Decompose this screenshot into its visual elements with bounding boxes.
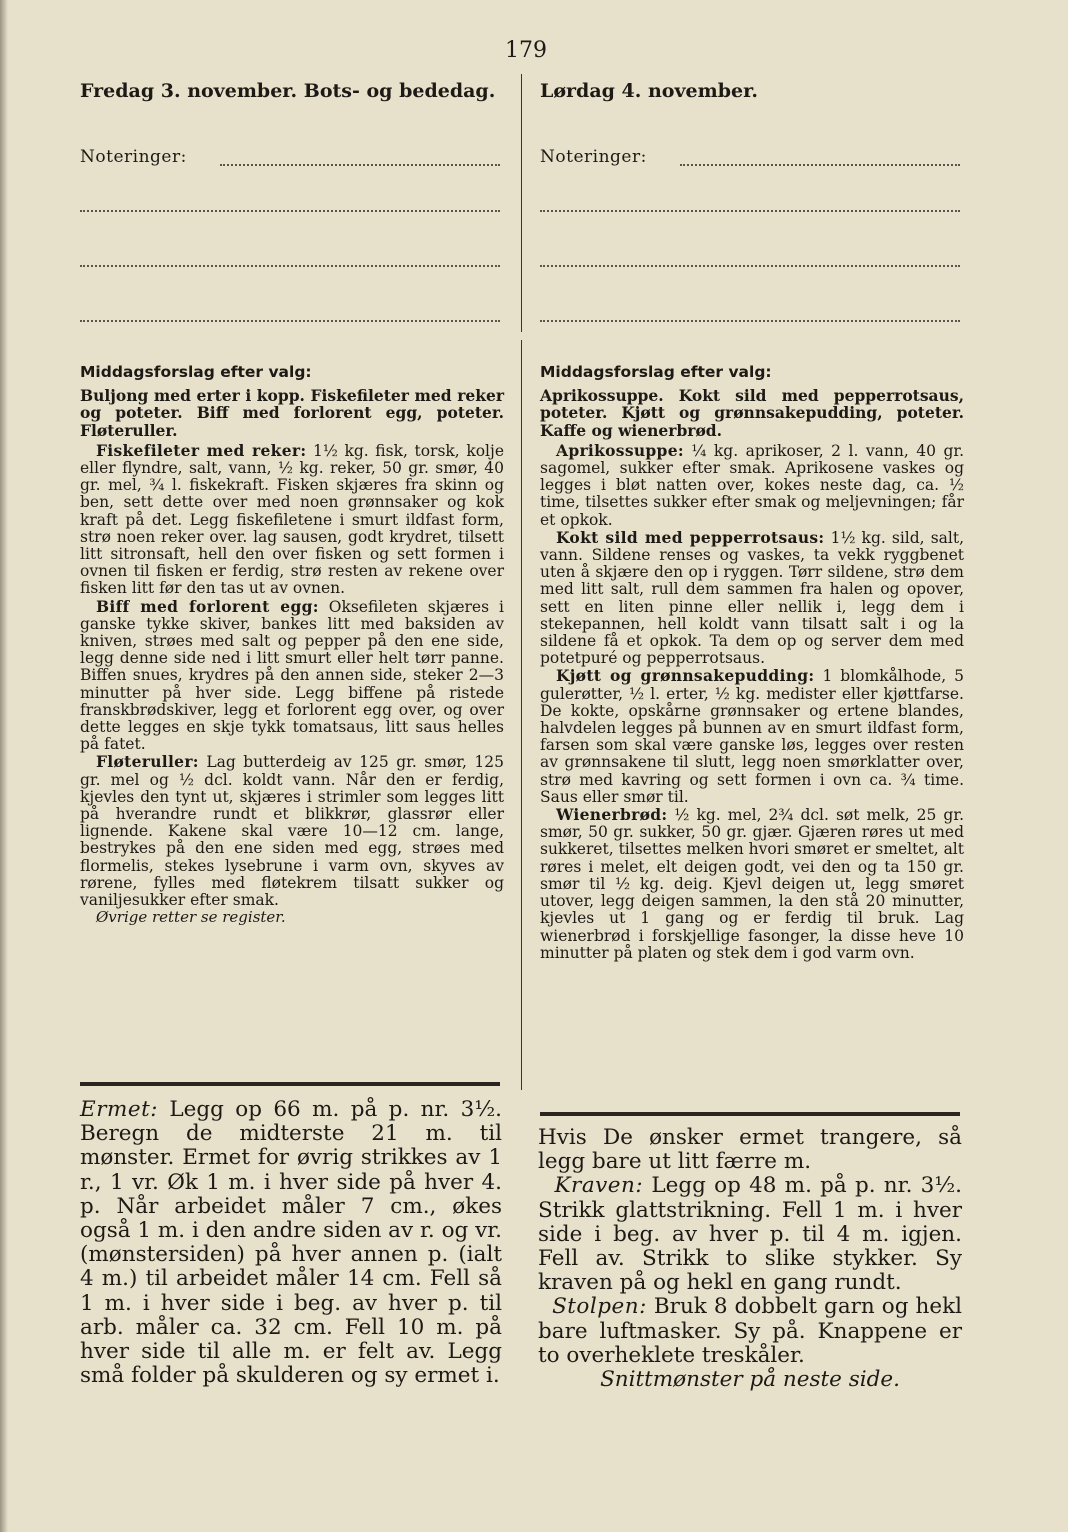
left-recipe-1 [80, 442, 504, 598]
right-recipe-3-title: Kjøtt og grønnsakepudding: [556, 666, 815, 686]
right-notes-line-1 [680, 164, 960, 166]
right-recipe-4-body: ½ kg. mel, 2¾ dcl. søt melk, 25 gr. smør, 50 gr. sukker, 50 gr. gjær. Gjæren røres ut med sukkeret, tilsettes melken hvori smøret er smeltet, alt røres i melet, elt deigen godt, vei den og ta 150 gr. smør til ½ kg. deig. Kjevl deigen ut, legg smøret utover, legg deigen sammen, la den stå 20 minutter, kjevles ut 1 gang og er ferdig til bruk. Lag wienerbrød i forskjellige fasonger, la disse heve 10 minutter på platen og stek dem i god varm ovn. [540, 806, 964, 962]
stolpen-text: Bruk 8 dobbelt garn og hekl bare luftmasker. Sy på. Knappene er to overheklete treskåler. [538, 1294, 962, 1368]
left-recipe-2-body: Oksefileten skjæres i ganske tykke skiver, bankes litt med baksiden av kniven, strøes med salt og pepper på den ene side, legg denne side ned i litt smurt eller helt tørr panne. Biffen snues, krydres på den annen side, steker 2—3 minutter på hver side. Legg biffene på ristede franskbrødskiver, legg et forlorent egg over, og over dette legges en skje tykk tomatsaus, litt saus helles på fatet. [80, 597, 504, 754]
right-menu-dishes: Aprikossuppe. Kokt sild med pepperrotsaus, poteter. Kjøtt og grønnsakepudding, poteter. Kaffe og wienerbrød. [540, 386, 964, 440]
left-menu-heading: Middagsforslag efter valg: [80, 363, 312, 381]
right-recipe-3 [540, 667, 964, 806]
page-spine-shadow [0, 0, 8, 1532]
knitting-footer-note: Snittmønster på neste side. [600, 1367, 900, 1393]
left-recipe-2 [80, 598, 504, 754]
left-notes-line-2 [80, 210, 500, 212]
right-recipe-1 [540, 442, 964, 529]
left-recipe-3-body: Lag butterdeig av 125 gr. smør, 125 gr. mel og ½ dcl. koldt vann. Når den er ferdig, kjevles den tynt ut, skjæres i strimler som legges litt på hverandre rundt et blikkrør, glassrør eller lignende. Kakene skal være 10—12 cm. lange, bestrykes på den ene siden med egg, strøes med flormelis, stekes lysebrune i varm ovn, skyves av rørene, fylles med fløtekrem tilsatt sukker og vaniljesukker efter smak. [80, 753, 504, 910]
column-divider-menu [521, 340, 522, 1090]
left-notes-line-3 [80, 265, 500, 267]
right-recipe-1-body: ¼ kg. aprikoser, 2 l. vann, 40 gr. sagomel, sukker efter smak. Aprikosene vaskes og legges i bløt natten over, kokes neste dag, ca. ½ time, tilsettes sukker efter smak og meljevningen; får et opkok. [540, 441, 964, 529]
page-number: 179 [505, 38, 547, 63]
right-menu-heading: Middagsforslag efter valg: [540, 363, 772, 381]
left-notes-label: Noteringer: [80, 147, 187, 167]
right-notes-line-4 [540, 320, 960, 322]
right-section-rule [540, 1112, 960, 1116]
right-notes-line-2 [540, 210, 960, 212]
right-day-heading: Lørdag 4. november. [540, 80, 758, 102]
right-recipe-4 [540, 806, 964, 962]
left-notes-line-4 [80, 320, 500, 322]
left-section-rule [80, 1082, 500, 1086]
left-notes-line-1 [220, 164, 500, 166]
kraven-label: Kraven: [554, 1173, 644, 1199]
right-recipe-2 [540, 529, 964, 668]
left-recipe-3 [80, 753, 504, 909]
kraven-paragraph [538, 1174, 962, 1295]
right-notes-line-3 [540, 265, 960, 267]
right-recipe-2-body: 1½ kg. sild, salt, vann. Sildene renses og vaskes, ta vekk ryggbenet uten å skjære den op i ryggen. Tørr sildene, strø dem med litt salt, rull dem sammen fra halen og opover, sett en liten pinne eller nellik i, legg dem i stekepannen, hell koldt vann tilsatt salt i og la sildene få et opkok. Ta dem op og server dem med potetpuré og pepperrotsaus. [540, 528, 965, 668]
ermet-label: Ermet: [80, 1097, 158, 1122]
right-recipe-2-title: Kokt sild med pepperrotsaus: [556, 527, 825, 547]
left-recipe-1-title: Fiskefileter med reker: [96, 440, 307, 460]
left-menu-note: Øvrige retter se register. [96, 908, 286, 927]
ermet-text: Legg op 66 m. på p. nr. 3½. Beregn de midterste 21 m. til mønster. Ermet for øvrig strikkes av 1 r., 1 vr. Øk 1 m. i hver side på hver 4. p. Når arbeidet måler 7 cm., økes også 1 m. i den andre siden av r. og vr. (mønstersiden) på hver annen p. (ialt 4 m.) til arbeidet måler 14 cm. Fell så 1 m. i hver side i beg. av hver p. til arb. måler ca. 32 cm. Fell 10 m. på hver side til alle m. er felt av. Legg små folder på skulderen og sy ermet i. [80, 1097, 503, 1389]
left-recipe-2-title: Biff med forlorent egg: [96, 596, 319, 616]
left-recipe-3-title: Fløteruller: [96, 752, 199, 772]
left-knitting-text [80, 1098, 502, 1388]
right-menu [540, 364, 964, 962]
right-recipe-1-title: Aprikossuppe: [556, 440, 684, 460]
right-recipe-4-title: Wienerbrød: [556, 805, 668, 825]
right-notes-label: Noteringer: [540, 147, 647, 167]
column-divider-top [521, 74, 522, 332]
kraven-text: Legg op 48 m. på p. nr. 3½. Strikk glattstrikning. Fell 1 m. i hver side i beg. av hver p. til 4 m. igjen. Fell av. Strikk to slike stykker. Sy kraven på og hekl en gang rundt. [538, 1173, 962, 1296]
left-menu-dishes: Buljong med erter i kopp. Fiskefileter med reker og poteter. Biff med forlorent egg, poteter. Fløteruller. [80, 386, 504, 440]
right-recipe-3-body: 1 blomkålhode, 5 gulerøtter, ½ l. erter, ½ kg. medister eller kjøttfarse. De kokte, opskårne grønnsaker og ertene blandes, halvdelen legges på bunnen av en smurt ildfast form, farsen som skal være ganske løs, legges over resten av grønnsakene til slutt, legg noen smørklatter over, strø med kavring og sett formen i ovn ca. ¾ time. Saus eller smør til. [540, 667, 965, 806]
left-day-heading: Fredag 3. november. Bots- og bededag. [80, 80, 496, 102]
left-recipe-1-body: 1½ kg. fisk, torsk, kolje eller flyndre, salt, vann, ½ kg. reker, 50 gr. smør, 40 gr. mel, ¾ l. fiskekraft. Fisken skjæres fra skinn og ben, sett dette over med noen grønnsaker og kok kraft på det. Legg fiskefiletene i smurt ildfast form, strø noen reker over. lag sausen, godt krydret, tilsett litt sitronsaft, hell den over fisken og sett formen i ovnen til fisken er ferdig, strø resten av rekene over fisken litt før den tas ut av ovnen. [80, 441, 504, 598]
left-knitting-paragraph [80, 1098, 502, 1388]
stolpen-paragraph [538, 1295, 962, 1368]
stolpen-label: Stolpen: [552, 1294, 647, 1320]
left-menu [80, 364, 504, 927]
right-knitting-text [538, 1126, 962, 1392]
right-knitting-intro: Hvis De ønsker ermet trangere, så legg bare ut litt færre m. [538, 1125, 962, 1175]
